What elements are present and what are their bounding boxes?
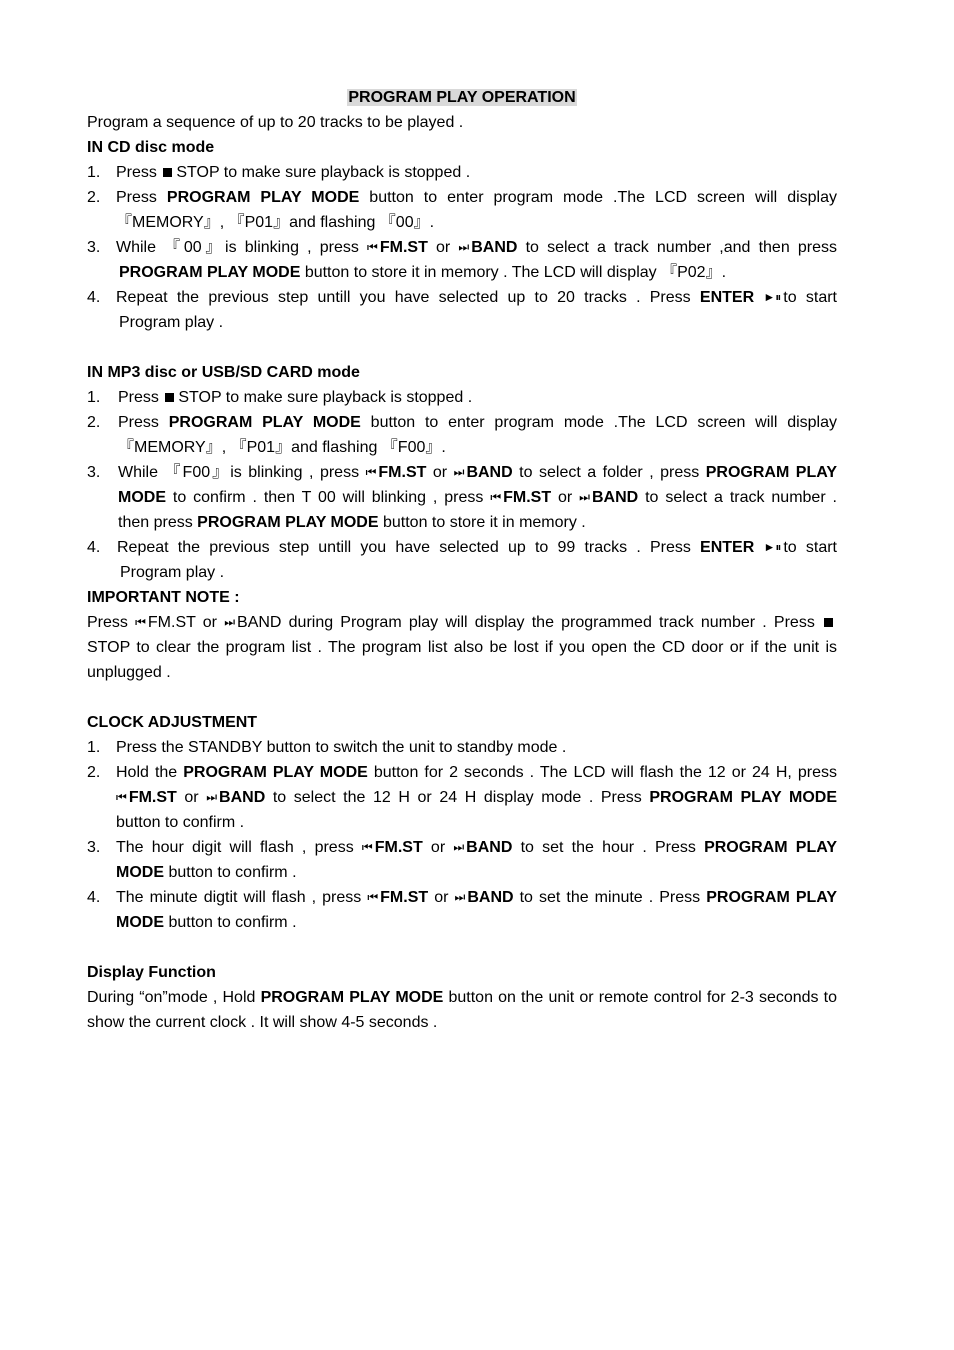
display-function-text: During “on”mode , Hold PROGRAM PLAY MODE button on the unit or remote control for 2-3 seconds to show the current clock . It will show 4-5 seconds . xyxy=(87,989,838,1031)
step-number: 3. xyxy=(87,239,101,256)
cd-step-1: 1. Press STOP to make sure playback is stopped . xyxy=(87,160,837,185)
mp3-step-1: 1. Press STOP to make sure playback is stopped . xyxy=(87,385,837,410)
skip-next-icon: ⏭ xyxy=(458,240,470,254)
step-number: 2. xyxy=(87,189,101,206)
clock-adjustment-heading: CLOCK ADJUSTMENT xyxy=(87,714,258,731)
stop-icon xyxy=(824,618,833,627)
play-pause-icon: ►⏸ xyxy=(763,540,782,554)
step-number: 3. xyxy=(87,464,101,481)
cd-step-3: 3. While 『00』is blinking , press ⏮ FM.ST or ⏭ BAND to select a track number ,and then press PROGRAM PLAY MODE button to store it in memory . The LCD will display 『P02』. xyxy=(87,235,837,285)
mp3-step-3: 3. While 『F00』is blinking , press ⏮ FM.ST or ⏭ BAND to select a folder , press PROGRAM PLAY MODE to confirm . then T 00 will blinking , press ⏮ FM.ST or ⏭ BAND to select a track number . then press PROGRAM PLAY MODE button to store it in memory . xyxy=(87,460,837,535)
cd-step-2: 2. Press PROGRAM PLAY MODE button to enter program mode .The LCD screen will display 『MEMORY』, 『P01』and flashing 『00』. xyxy=(87,185,837,235)
display-function-heading: Display Function xyxy=(87,964,216,981)
manual-page xyxy=(87,85,837,1035)
skip-previous-icon: ⏮ xyxy=(367,890,379,904)
clock-step-4: 4. The minute digtit will flash , press ⏮ FM.ST or ⏭ BAND to set the minute . Press PROGRAM PLAY MODE button to confirm . xyxy=(87,885,837,935)
clock-step-2: 2. Hold the PROGRAM PLAY MODE button for 2 seconds . The LCD will flash the 12 or 24 H, press ⏮ FM.ST or ⏭ BAND to select the 12 H or 24 H display mode . Press PROGRAM PLAY MODE button to confirm . xyxy=(87,760,837,835)
skip-previous-icon: ⏮ xyxy=(116,790,127,804)
important-note-text: Press ⏮ FM.ST or ⏭ BAND during Program play will display the programmed track number . Press STOP to clear the program list . The program list also be lost if you open the CD door or if the unit is unplugged . xyxy=(87,610,837,685)
step-number: 3. xyxy=(87,839,101,856)
intro-text: Program a sequence of up to 20 tracks to be played . xyxy=(87,114,464,131)
skip-next-icon: ⏭ xyxy=(453,465,465,479)
step-number: 4. xyxy=(87,539,101,556)
step-number: 1. xyxy=(87,389,101,406)
skip-next-icon: ⏭ xyxy=(453,840,465,854)
mp3-mode-heading: IN MP3 disc or USB/SD CARD mode xyxy=(87,364,360,381)
skip-next-icon: ⏭ xyxy=(224,615,236,629)
important-note-heading: IMPORTANT NOTE : xyxy=(87,589,240,606)
mp3-step-2: 2. Press PROGRAM PLAY MODE button to enter program mode .The LCD screen will display 『MEMORY』, 『P01』and flashing 『F00』. xyxy=(87,410,837,460)
skip-previous-icon: ⏮ xyxy=(135,615,146,629)
step-number: 4. xyxy=(87,889,101,906)
skip-previous-icon: ⏮ xyxy=(367,240,378,254)
step-number: 2. xyxy=(87,414,101,431)
skip-previous-icon: ⏮ xyxy=(365,465,377,479)
page-title: PROGRAM PLAY OPERATION xyxy=(348,89,576,106)
step-number: 2. xyxy=(87,764,101,781)
skip-next-icon: ⏭ xyxy=(454,890,466,904)
play-pause-icon: ►⏸ xyxy=(763,290,782,304)
step-number: 1. xyxy=(87,164,101,181)
stop-icon xyxy=(165,393,174,402)
skip-next-icon: ⏭ xyxy=(206,790,218,804)
skip-previous-icon: ⏮ xyxy=(361,840,373,854)
mp3-step-4: 4. Repeat the previous step untill you have selected up to 99 tracks . Press ENTER ►⏸ to start Program play . xyxy=(87,535,837,585)
clock-step-1: 1. Press the STANDBY button to switch the unit to standby mode . xyxy=(87,735,837,760)
cd-step-4: 4. Repeat the previous step untill you have selected up to 20 tracks . Press ENTER ►⏸ to start Program play . xyxy=(87,285,837,335)
skip-previous-icon: ⏮ xyxy=(490,490,502,504)
cd-mode-heading: IN CD disc mode xyxy=(87,139,215,156)
clock-step-3: 3. The hour digit will flash , press ⏮ FM.ST or ⏭ BAND to set the hour . Press PROGRAM PLAY MODE button to confirm . xyxy=(87,835,837,885)
step-number: 4. xyxy=(87,289,101,306)
step-number: 1. xyxy=(87,739,101,756)
stop-icon xyxy=(163,168,172,177)
skip-next-icon: ⏭ xyxy=(579,490,590,504)
